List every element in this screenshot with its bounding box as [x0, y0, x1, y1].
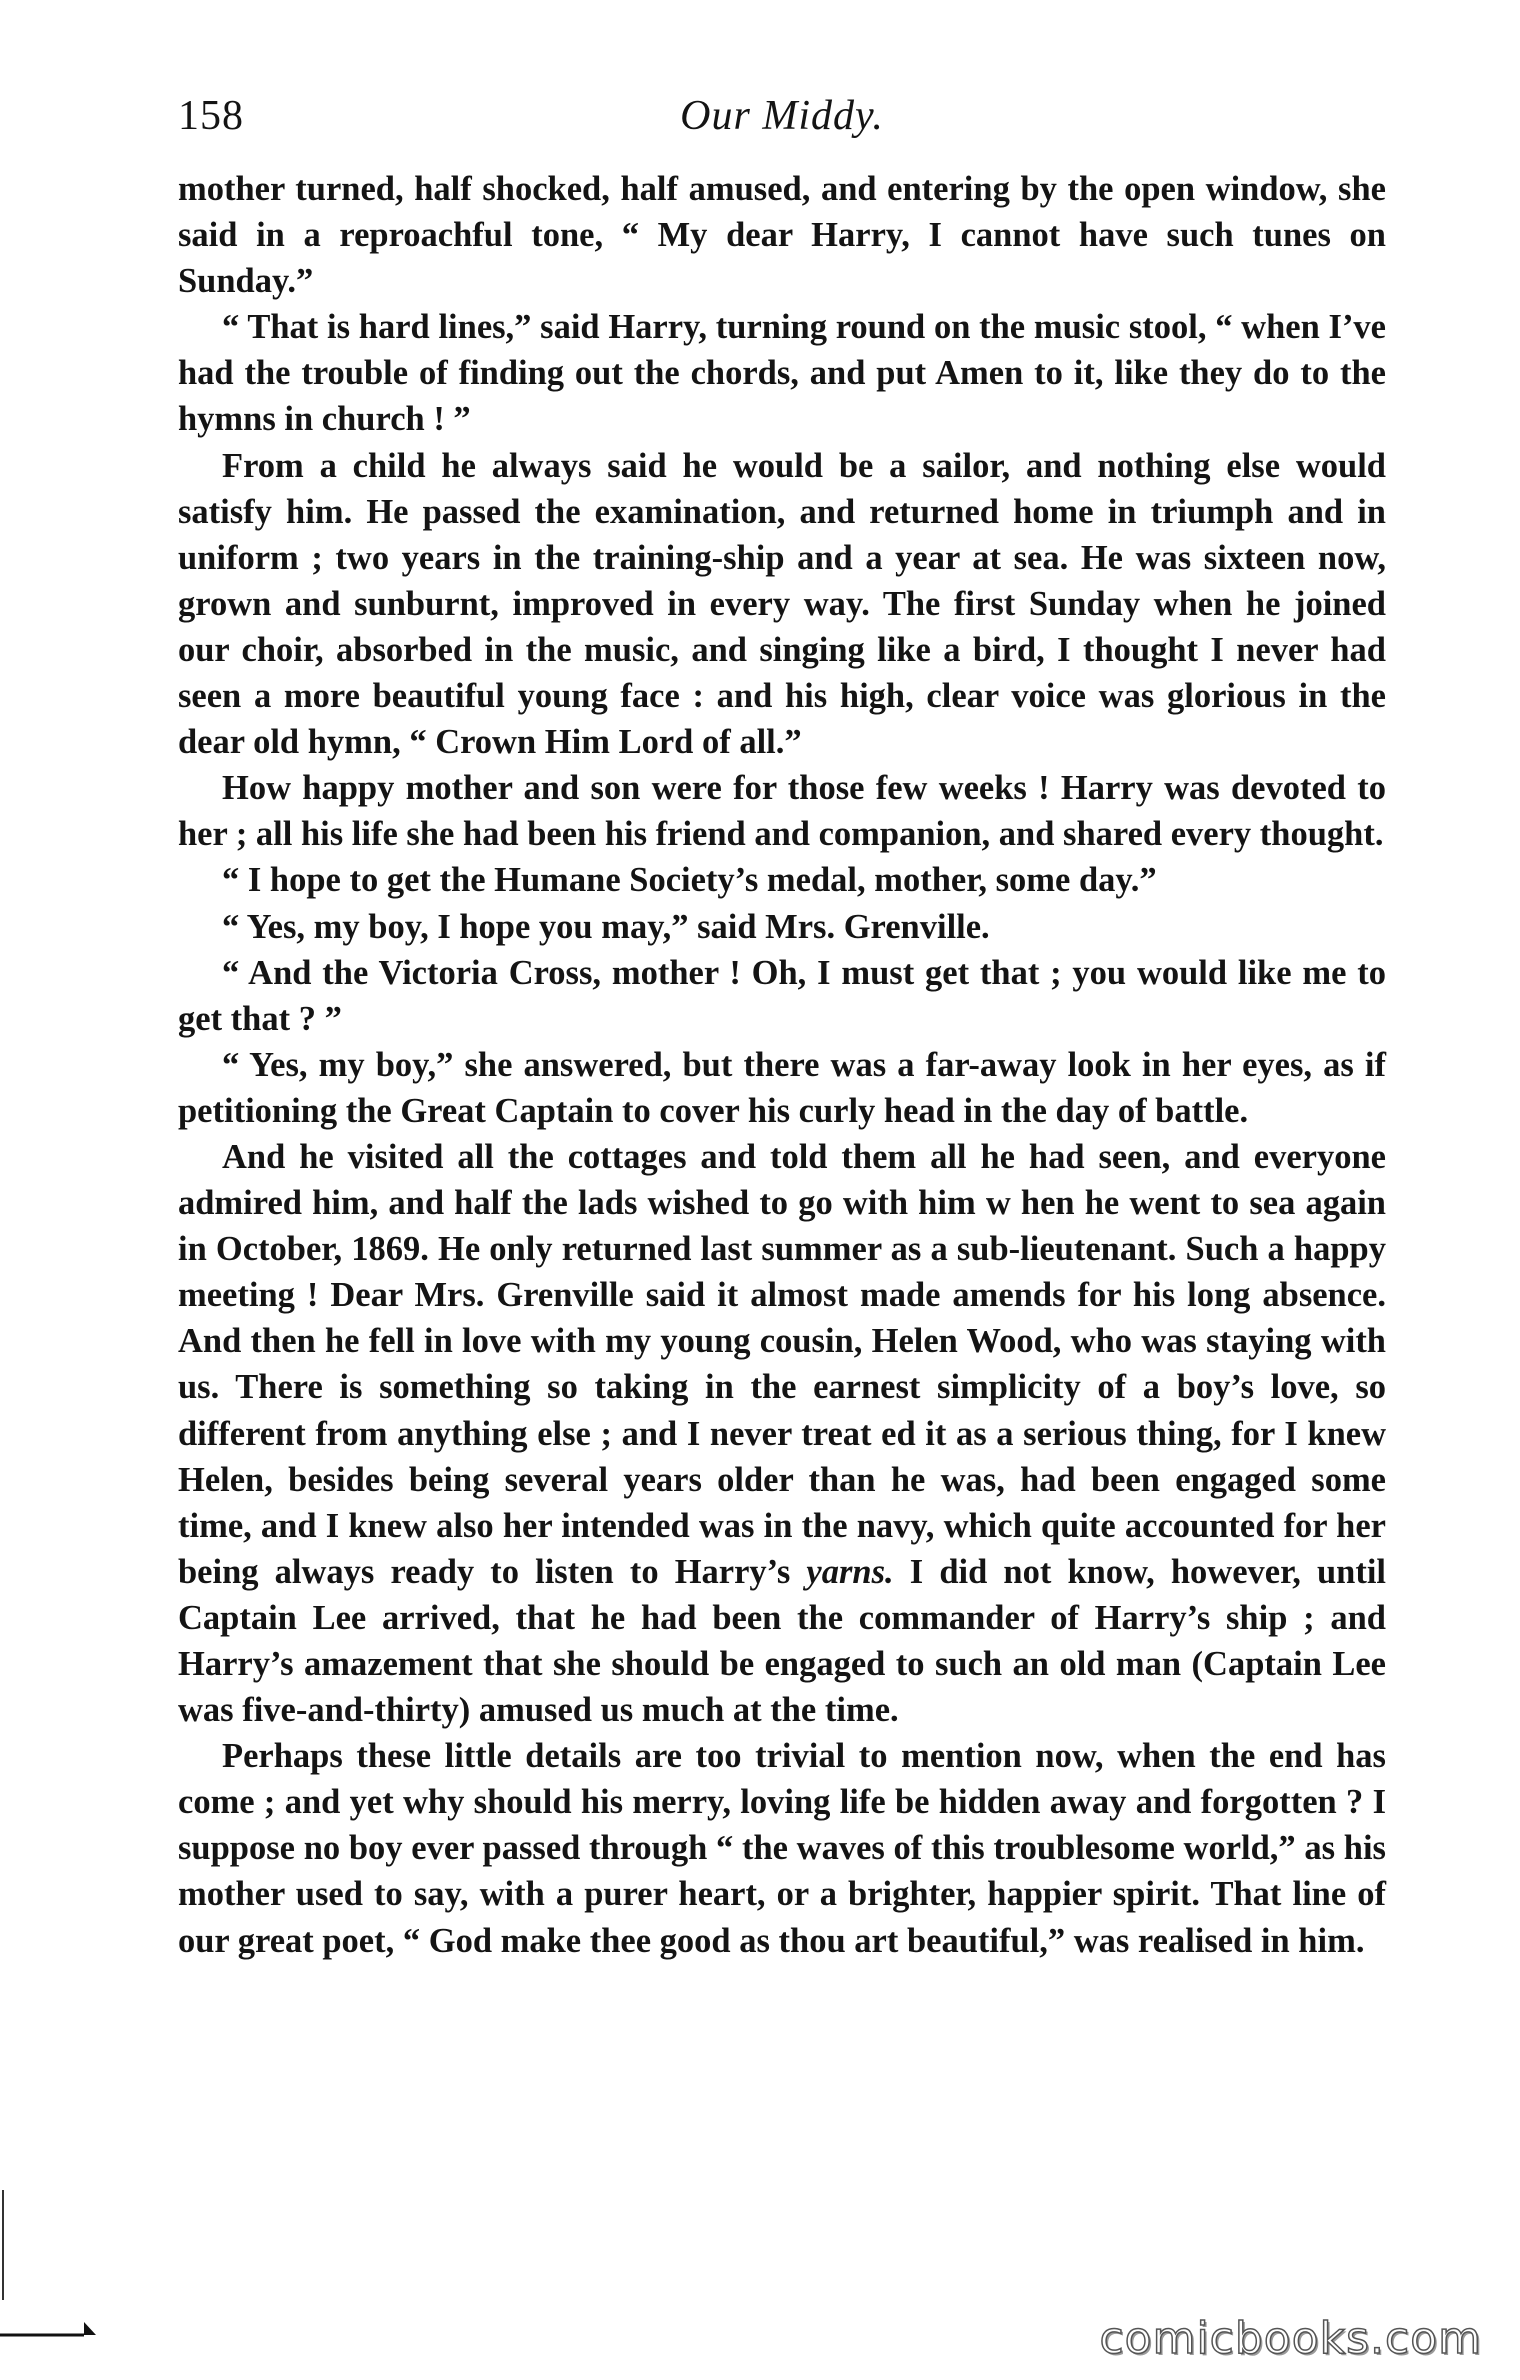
- paragraph-5: “ I hope to get the Humane Society’s medal, mother, some day.”: [222, 861, 1157, 900]
- paragraph-7: “ And the Victoria Cross, mother ! Oh, I must get that ; you would like me to get that ? ”: [178, 953, 1386, 1038]
- paragraph-8: “ Yes, my boy,” she answered, but there was a far-away look in her eyes, as if petitioning the Great Captain to cover his curly head in the day of battle.: [178, 1045, 1386, 1130]
- page-header: [178, 92, 1386, 152]
- paragraph-10: Perhaps these little details are too trivial to mention now, when the end has come ; and yet why should his merry, loving life be hidden away and forgotten ? I suppose no boy ever passed through “ the waves of this troublesome world,” as his mother used to say, with a purer heart, or a brighter, happier spirit. That line of our great poet, “ God make thee good as thou art beautiful,” was realised in him.: [178, 1737, 1386, 1960]
- paragraph-4: How happy mother and son were for those few weeks ! Harry was devoted to her ; all his life she had been his friend and companion, and shared every thought.: [178, 769, 1386, 854]
- text-body: [178, 166, 1386, 1964]
- paragraph-9-text-after: I did not know, however, until Captain Lee arrived, that he had been the commander of Harry’s ship ; and Harry’s amazement that she should be engaged to such an old man (Captain Lee was five-and-thirty) amused us much at the time.: [178, 1552, 1387, 1730]
- paragraph-6: “ Yes, my boy, I hope you may,” said Mrs. Grenville.: [222, 907, 990, 946]
- paragraph-2: “ That is hard lines,” said Harry, turning round on the music stool, “ when I’ve had the trouble of finding out the chords, and put Amen to it, like they do to the hymns in church ! ”: [178, 308, 1386, 439]
- watermark-logo: comicbooks.com: [1099, 2313, 1482, 2364]
- paragraph-1: mother turned, half shocked, half amused, and entering by the open window, she said in a reproachful tone, “ My dear Harry, I cannot have such tunes on Sunday.”: [178, 170, 1386, 301]
- margin-scan-line: [2, 2190, 4, 2300]
- margin-arrow-icon: [0, 2318, 96, 2340]
- paragraph-9: [178, 1134, 1386, 1733]
- paragraph-9-text-before: And he visited all the cottages and told them all he had seen, and everyone admired him, and half the lads wished to go with him w hen he went to sea again in October, 1869. He only returned last summer as a sub-lieutenant. Such a happy meeting ! Dear Mrs. Grenville said it almost made amends for his long absence. And then he fell in love with my young cousin, Helen Wood, who was staying with us. There is something so taking in the earnest simplicity of a boy’s love, so different from anything else ; and I never treat ed it as a serious thing, for I knew Helen, besides being several years older than he was, had been engaged some time, and I knew also her intended was in the navy, which quite accounted for her being always ready to listen to Harry’s: [178, 1137, 1386, 1591]
- page-number: 158: [178, 93, 244, 139]
- running-title: Our Middy.: [680, 93, 884, 139]
- paragraph-9-italic-word: yarns.: [806, 1552, 894, 1591]
- paragraph-3: From a child he always said he would be a sailor, and nothing else would satisfy him. He passed the examination, and returned home in triumph and in uniform ; two years in the training-ship and a year at sea. He was sixteen now, grown and sunburnt, improved in every way. The first Sunday when he joined our choir, absorbed in the music, and singing like a bird, I thought I never had seen a more beautiful young face : and his high, clear voice was glorious in the dear old hymn, “ Crown Him Lord of all.”: [178, 446, 1386, 762]
